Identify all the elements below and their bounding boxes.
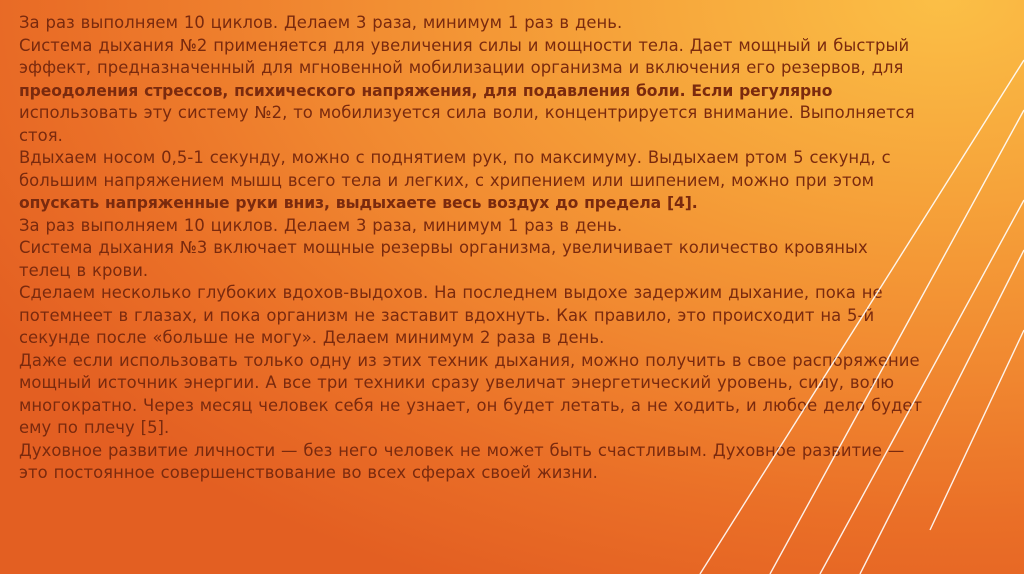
text-line: Система дыхания №3 включает мощные резервы организма, увеличивает количество кровяных xyxy=(19,238,868,257)
text-line: Даже если использовать только одну из этих техник дыхания, можно получить в свое распоряжение xyxy=(19,350,920,370)
text-line: За раз выполняем 10 циклов. Делаем 3 раза, минимум 1 раз в день. xyxy=(19,215,623,235)
text-line: мощный источник энергии. А все три техники сразу увеличат энергетический уровень, силу, волю xyxy=(19,373,895,392)
text-line: преодоления стрессов, психического напряжения, для подавления боли. Если регулярно xyxy=(19,81,833,100)
text-line: потемнеет в глазах, и пока организм не заставит вдохнуть. Как правило, это происходит на 5-й xyxy=(19,305,875,325)
text-line: Вдыхаем носом 0,5-1 секунду, можно с поднятием рук, по максимуму. Выдыхаем ртом 5 секунд, с xyxy=(19,148,891,167)
text-line: многократно. Через месяц человек себя не узнает, он будет летать, а не ходить, и любое дело будет xyxy=(19,395,923,415)
text-line: За раз выполняем 10 циклов. Делаем 3 раза, минимум 1 раз в день. xyxy=(19,13,623,32)
text-line: опускать напряженные руки вниз, выдыхаете весь воздух до предела [4]. xyxy=(19,194,698,212)
text-line: стоя. xyxy=(19,125,63,145)
text-line: использовать эту систему №2, то мобилизуется сила воли, концентрируется внимание. Выполняется xyxy=(19,103,915,122)
text-line: Сделаем несколько глубоких вдохов-выдохов. На последнем выдохе задержим дыхание, пока не xyxy=(19,283,883,302)
slide-body-text xyxy=(19,12,1009,485)
text-line: эффект, предназначенный для мгновенной мобилизации организма и включения его резервов, для xyxy=(19,58,904,77)
text-line: секунде после «больше не могу». Делаем минимум 2 раза в день. xyxy=(19,328,605,347)
text-line: ему по плечу [5]. xyxy=(19,418,170,437)
text-line: Система дыхания №2 применяется для увеличения силы и мощности тела. Дает мощный и быстрый xyxy=(19,35,910,55)
text-line: большим напряжением мышц всего тела и легких, с хрипением или шипением, можно при этом xyxy=(19,170,875,190)
text-line: телец в крови. xyxy=(19,260,149,280)
text-line: это постоянное совершенствование во всех сферах своей жизни. xyxy=(19,463,598,482)
text-line: Духовное развитие личности — без него человек не может быть счастливым. Духовное развитие — xyxy=(19,440,905,460)
